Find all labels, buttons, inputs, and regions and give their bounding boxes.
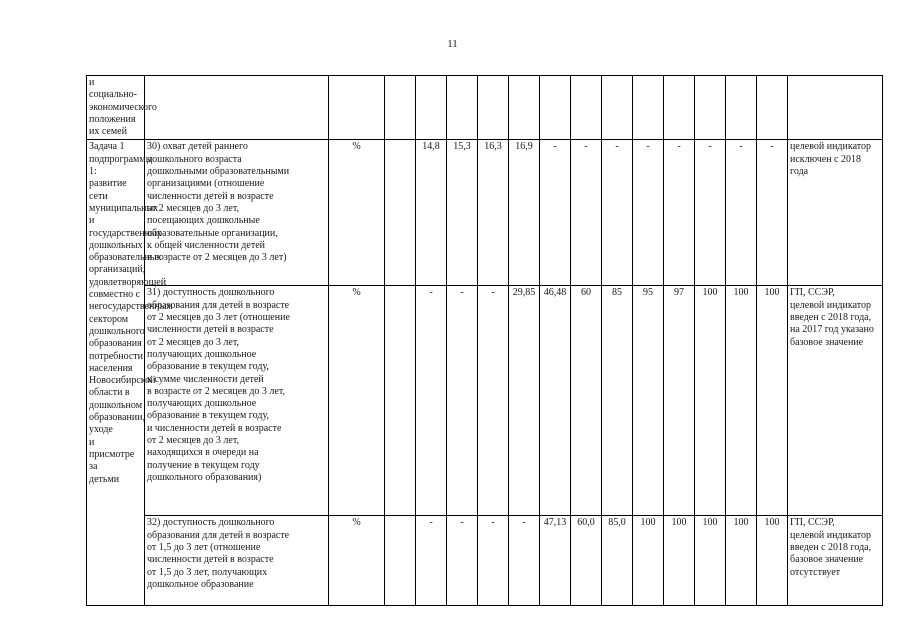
value-cell: -	[416, 516, 447, 606]
value-cell: 29,85	[509, 286, 540, 516]
value-cell	[757, 76, 788, 140]
value-cell: 15,3	[447, 140, 478, 286]
value-cell: -	[695, 140, 726, 286]
indicator-cell	[145, 76, 329, 140]
note-cell	[788, 76, 883, 140]
value-cell	[385, 76, 416, 140]
value-cell: -	[757, 140, 788, 286]
value-cell: 46,48	[540, 286, 571, 516]
value-cell: -	[447, 516, 478, 606]
value-cell	[664, 76, 695, 140]
value-cell: 100	[633, 516, 664, 606]
value-cell: 100	[757, 516, 788, 606]
value-cell: 60,0	[571, 516, 602, 606]
value-cell: -	[478, 516, 509, 606]
value-cell: 100	[757, 286, 788, 516]
value-cell: 100	[664, 516, 695, 606]
note-cell: ГП, ССЭР, целевой индикатор введен с 2018 года, базовое значение отсутствует	[788, 516, 883, 606]
value-cell: -	[416, 286, 447, 516]
indicator-cell: 31) доступность дошкольного образования для детей в возрасте от 2 месяцев до 3 лет (отношение численности детей в возрасте от 2 месяцев до 3 лет, получающих дошкольное образование в текущем году, к сумме численности детей в возрасте от 2 месяцев до 3 лет, получающих дошкольное образование в текущем году, и численности детей в возрасте от 2 месяцев до 3 лет, находящихся в очереди на получение в текущем году дошкольного образования)	[145, 286, 329, 516]
value-cell: 47,13	[540, 516, 571, 606]
value-cell	[478, 76, 509, 140]
value-cell	[447, 76, 478, 140]
value-cell	[726, 76, 757, 140]
value-cell: 16,3	[478, 140, 509, 286]
value-cell	[571, 76, 602, 140]
value-cell: -	[509, 516, 540, 606]
value-cell: 85,0	[602, 516, 633, 606]
value-cell: 85	[602, 286, 633, 516]
value-cell: 100	[726, 516, 757, 606]
value-cell: 14,8	[416, 140, 447, 286]
unit-cell: %	[329, 286, 385, 516]
table-row	[87, 76, 883, 140]
note-cell: целевой индикатор исключен с 2018 года	[788, 140, 883, 286]
value-cell	[695, 76, 726, 140]
task-cell: и социально- экономического положения их семей	[87, 76, 145, 140]
unit-cell	[329, 76, 385, 140]
value-cell: 60	[571, 286, 602, 516]
value-cell	[416, 76, 447, 140]
value-cell: -	[602, 140, 633, 286]
value-cell: -	[478, 286, 509, 516]
value-cell: 95	[633, 286, 664, 516]
value-cell	[509, 76, 540, 140]
value-cell: -	[447, 286, 478, 516]
unit-cell: %	[329, 516, 385, 606]
value-cell: 16,9	[509, 140, 540, 286]
table-row	[87, 516, 883, 606]
indicator-cell: 32) доступность дошкольного образования для детей в возрасте от 1,5 до 3 лет (отношение численности детей в возрасте от 1,5 до 3 лет, получающих дошкольное образование	[145, 516, 329, 606]
value-cell: -	[726, 140, 757, 286]
value-cell: 97	[664, 286, 695, 516]
task-cell: Задача 1 подпрограммы 1: развитие сети муниципальных и государственных дошкольных образовательных организаций, удовлетворяющей совместно с негосударственным сектором дошкольного образования потребности населения Новосибирской области в дошкольном образовании, уходе и присмотре за детьми	[87, 140, 145, 606]
table-row	[87, 140, 883, 286]
value-cell	[633, 76, 664, 140]
value-cell: 100	[726, 286, 757, 516]
value-cell: -	[571, 140, 602, 286]
indicator-cell: 30) охват детей раннего дошкольного возраста дошкольными образовательными организациями (отношение численности детей в возрасте от 2 месяцев до 3 лет, посещающих дошкольные образовательные организации, к общей численности детей в возрасте от 2 месяцев до 3 лет)	[145, 140, 329, 286]
value-cell: -	[540, 140, 571, 286]
value-cell	[385, 286, 416, 516]
value-cell	[602, 76, 633, 140]
value-cell	[540, 76, 571, 140]
table-row	[87, 286, 883, 516]
value-cell: 100	[695, 516, 726, 606]
indicators-table	[86, 75, 883, 606]
value-cell	[385, 516, 416, 606]
note-cell: ГП, ССЭР, целевой индикатор введен с 2018 года, на 2017 год указано базовое значение	[788, 286, 883, 516]
value-cell	[385, 140, 416, 286]
value-cell: -	[633, 140, 664, 286]
value-cell: 100	[695, 286, 726, 516]
value-cell: -	[664, 140, 695, 286]
page-number: 11	[447, 38, 458, 50]
unit-cell: %	[329, 140, 385, 286]
